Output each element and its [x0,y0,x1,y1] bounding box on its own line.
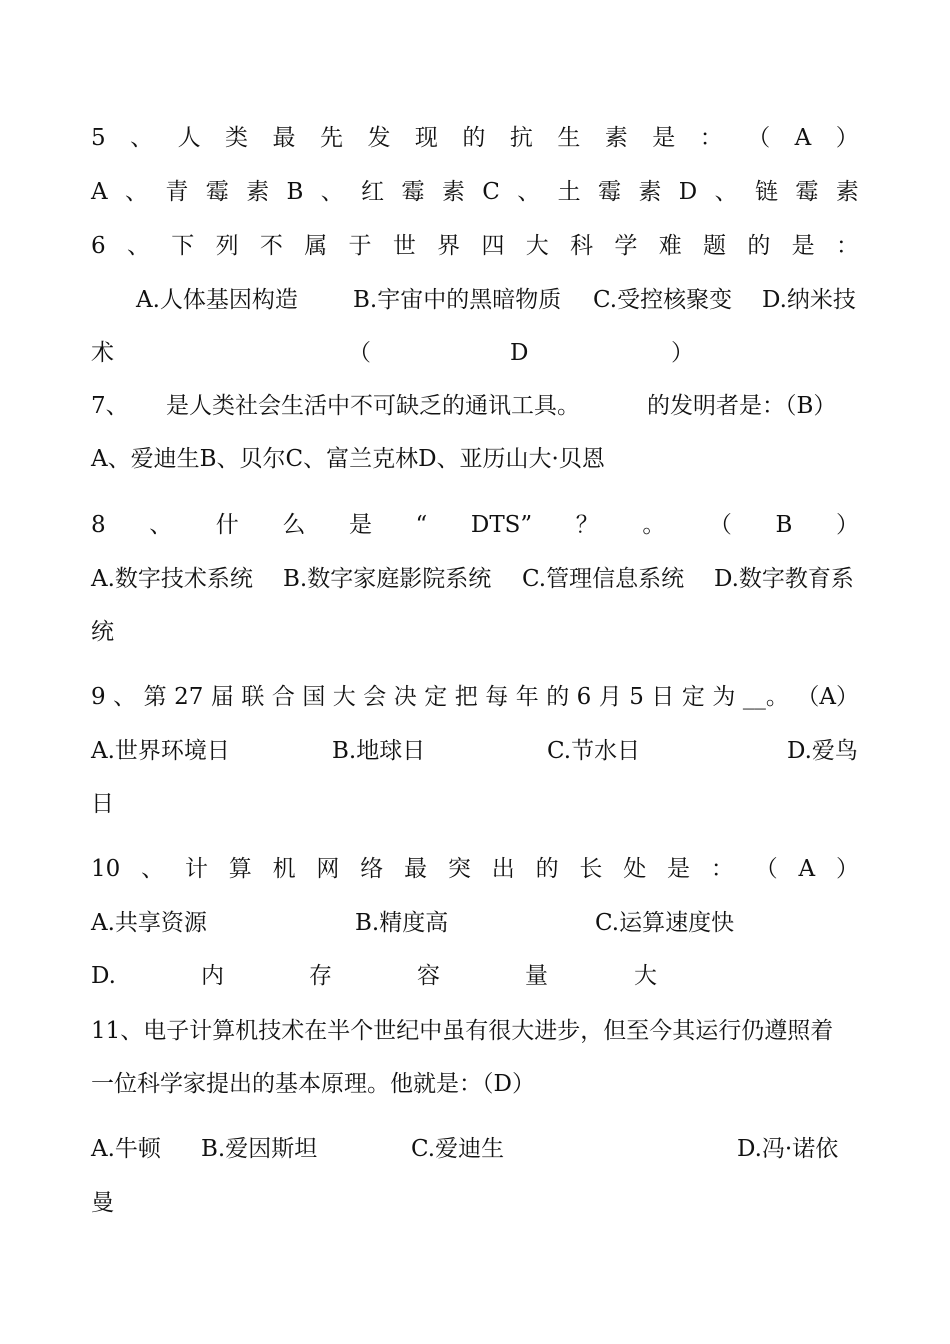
q9-option-d: D.爱鸟 [787,738,858,764]
q5-options [91,175,859,209]
q10-option-d-part: 量 [525,963,548,989]
q10-question-token: 、 [141,856,165,882]
q10-question-token: A [798,856,816,882]
q5-question-token: 5 [91,125,106,151]
q6-option-d: D.纳米技 [762,287,856,313]
q8-question-token: DTS” [470,512,533,538]
q10-question-token: 长 [579,856,603,882]
q9-question-token: 大 [332,684,356,710]
q5-question-token: 抗 [509,125,533,151]
q6-option-b: B.宇宙中的黑暗物质 [353,287,562,313]
q10-option-a: A.共享资源 [91,910,207,936]
q8-question-token: 8 [91,512,106,538]
q9-options-cont [91,787,859,821]
q9-question-token: 27 [174,684,204,710]
q5-options-token: 土 [557,179,581,205]
q5-options-token: 素 [441,179,465,205]
q8-question-token: 、 [149,512,173,538]
q9-question-token: 届 [210,684,234,710]
q6-question-token: 6 [91,233,106,259]
q9-question-token: 定 [681,684,705,710]
q6-answer: D [510,340,529,366]
q9-question-token: 合 [271,684,295,710]
q8-question-token: ） [835,512,859,538]
q9-question [91,680,859,714]
q5-question-token: 是 [652,125,676,151]
q6-question-token: 世 [392,233,416,259]
q5-question-token: ： [699,125,723,151]
q10-question-token: 的 [535,856,559,882]
q7-text-1: 是人类社会生活中不可缺乏的通讯工具。 [166,393,580,419]
q5-options-token: 青 [165,179,189,205]
q6-question-token: 大 [525,233,549,259]
q6-question-token: 于 [348,233,372,259]
q9-question-token: 为 [712,684,736,710]
q7-options-text: A、爱迪生B、贝尔C、富兰克林D、亚历山大·贝恩 [91,446,605,472]
q10-question-token: 处 [623,856,647,882]
q11-question-line-1 [91,1014,859,1048]
q6-question-token: 的 [747,233,771,259]
q5-question-token: 、 [130,125,154,151]
q9-question-token: 定 [424,684,448,710]
q8-question-token: “ [415,512,428,538]
q10-options [91,906,859,940]
q8-option-c: C.管理信息系统 [522,566,685,592]
q6-question-token: 学 [614,233,638,259]
q7-text-2: 的发明者是：（B） [647,393,837,419]
q7-question [91,389,859,423]
q10-option-d-part: 内 [201,963,224,989]
q8-question-token: 。 [642,512,666,538]
q7-number: 7、 [91,393,129,419]
q11-option-d: D.冯·诺依 [737,1136,839,1162]
q11-options [91,1132,859,1166]
q11-line-2-text: 一位科学家提出的基本原理。他就是：（D） [91,1071,535,1097]
q9-question-token: 第 [143,684,167,710]
q9-options [91,734,859,768]
q10-question-token: 最 [404,856,428,882]
q5-question-token: 人 [177,125,201,151]
q5-question-token: 最 [272,125,296,151]
q8-question-token: B [775,512,793,538]
q5-options-token: D [678,179,698,205]
q9-question-token: 、 [113,684,137,710]
q10-option-d-part: 大 [634,963,657,989]
q10-option-d-part: 容 [417,963,440,989]
q10-question-token: 网 [316,856,340,882]
q9-question-token: 每 [485,684,509,710]
q5-options-token: 素 [638,179,662,205]
q6-question [91,229,859,263]
q9-question-token: 日 [651,684,675,710]
q9-question-token: 9 [91,684,106,710]
q11-options-cont [91,1186,859,1220]
q10-question-token: 计 [184,856,208,882]
q6-question-token: 四 [481,233,505,259]
q10-question-token: ） [835,856,859,882]
q6-question-token: 属 [304,233,328,259]
q5-question-token: 的 [462,125,486,151]
q11-option-a: A.牛顿 [91,1136,161,1162]
q5-options-token: 链 [754,179,778,205]
q8-options-cont-text: 统 [91,619,114,645]
q11-question-line-2 [91,1067,859,1101]
q10-option-c: C.运算速度快 [595,910,735,936]
q8-option-b: B.数字家庭影院系统 [283,566,492,592]
q6-question-token: 、 [126,233,150,259]
q5-options-token: 霉 [401,179,425,205]
q10-option-d [91,959,859,993]
q10-question-token: 出 [491,856,515,882]
q6-answer-close: ） [671,340,694,366]
q5-options-token: 素 [835,179,859,205]
q9-question-token: 会 [363,684,387,710]
q8-option-a: A.数字技术系统 [91,566,253,592]
q6-question-token: 是 [791,233,815,259]
q11-option-d-cont: 曼 [91,1190,114,1216]
q6-option-d-cont: 术 [91,340,114,366]
q8-question [91,508,859,542]
q9-question-token: （A） [796,684,859,710]
q6-question-token: 界 [437,233,461,259]
q6-question-token: 题 [703,233,727,259]
q10-question-token: ： [710,856,734,882]
q10-question-token: 突 [447,856,471,882]
q8-question-token: （ [708,512,732,538]
q6-question-token: 列 [215,233,239,259]
q8-question-token: 什 [215,512,239,538]
q5-question-token: 生 [557,125,581,151]
q6-question-token: 科 [570,233,594,259]
q9-question-token: 的 [546,684,570,710]
q9-question-token: 5 [629,684,644,710]
q8-options [91,562,859,596]
q9-option-b: B.地球日 [332,738,426,764]
q5-question [91,121,859,155]
q9-question-token: 月 [598,684,622,710]
q11-option-b: B.爱因斯坦 [201,1136,318,1162]
q5-question-token: 先 [319,125,343,151]
q9-question-token: 国 [302,684,326,710]
q5-question-token: 现 [414,125,438,151]
q5-question-token: （ [747,125,771,151]
q5-options-token: C [482,179,500,205]
q10-question [91,852,859,886]
q9-question-token: 把 [454,684,478,710]
q9-question-token: 决 [393,684,417,710]
q5-question-token: ） [835,125,859,151]
q5-options-token: 、 [320,179,344,205]
q10-question-token: （ [754,856,778,882]
q5-options-token: 、 [714,179,738,205]
q5-options-token: 霉 [795,179,819,205]
q6-question-token: 不 [259,233,283,259]
q8-question-token: ？ [575,512,599,538]
q6-options [91,283,859,317]
q10-option-b: B.精度高 [355,910,449,936]
q10-question-token: 算 [228,856,252,882]
q5-options-token: 、 [517,179,541,205]
q10-question-token: 10 [91,856,121,882]
q6-option-a: A.人体基因构造 [136,287,298,313]
q9-question-token: __。 [742,684,789,710]
q8-question-token: 是 [348,512,372,538]
q6-option-c: C.受控核聚变 [593,287,733,313]
q5-options-token: 素 [246,179,270,205]
q9-option-d-cont: 日 [91,791,114,817]
q10-question-token: 机 [272,856,296,882]
q5-question-token: 素 [604,125,628,151]
q9-option-a: A.世界环境日 [91,738,230,764]
q6-question-token: ： [835,233,859,259]
q5-options-token: A [91,179,108,205]
q5-options-token: 、 [125,179,148,205]
q9-question-token: 联 [241,684,265,710]
q9-question-token: 年 [515,684,539,710]
q10-option-d-part: 存 [309,963,332,989]
q5-options-token: 红 [361,179,385,205]
q10-question-token: 络 [360,856,384,882]
q6-options-cont [91,336,859,370]
q11-option-c: C.爱迪生 [411,1136,505,1162]
q10-question-token: 是 [667,856,691,882]
q6-answer-open: （ [348,340,371,366]
q11-line-1-text: 11、电子计算机技术在半个世纪中虽有很大进步，但至今其运行仍遵照着 [91,1018,834,1044]
q10-option-d-part: D. [91,963,116,989]
q7-options [91,442,859,476]
q8-question-token: 么 [282,512,306,538]
q9-option-c: C.节水日 [547,738,641,764]
q5-question-token: A [794,125,812,151]
q5-options-token: 霉 [205,179,229,205]
q5-options-token: 霉 [598,179,622,205]
q9-question-token: 6 [576,684,592,710]
q6-question-token: 难 [658,233,682,259]
q5-options-token: B [286,179,304,205]
q8-options-cont [91,615,859,649]
q5-question-token: 类 [225,125,249,151]
q6-question-token: 下 [171,233,195,259]
q5-question-token: 发 [367,125,391,151]
q8-option-d: D.数字教育系 [714,566,854,592]
